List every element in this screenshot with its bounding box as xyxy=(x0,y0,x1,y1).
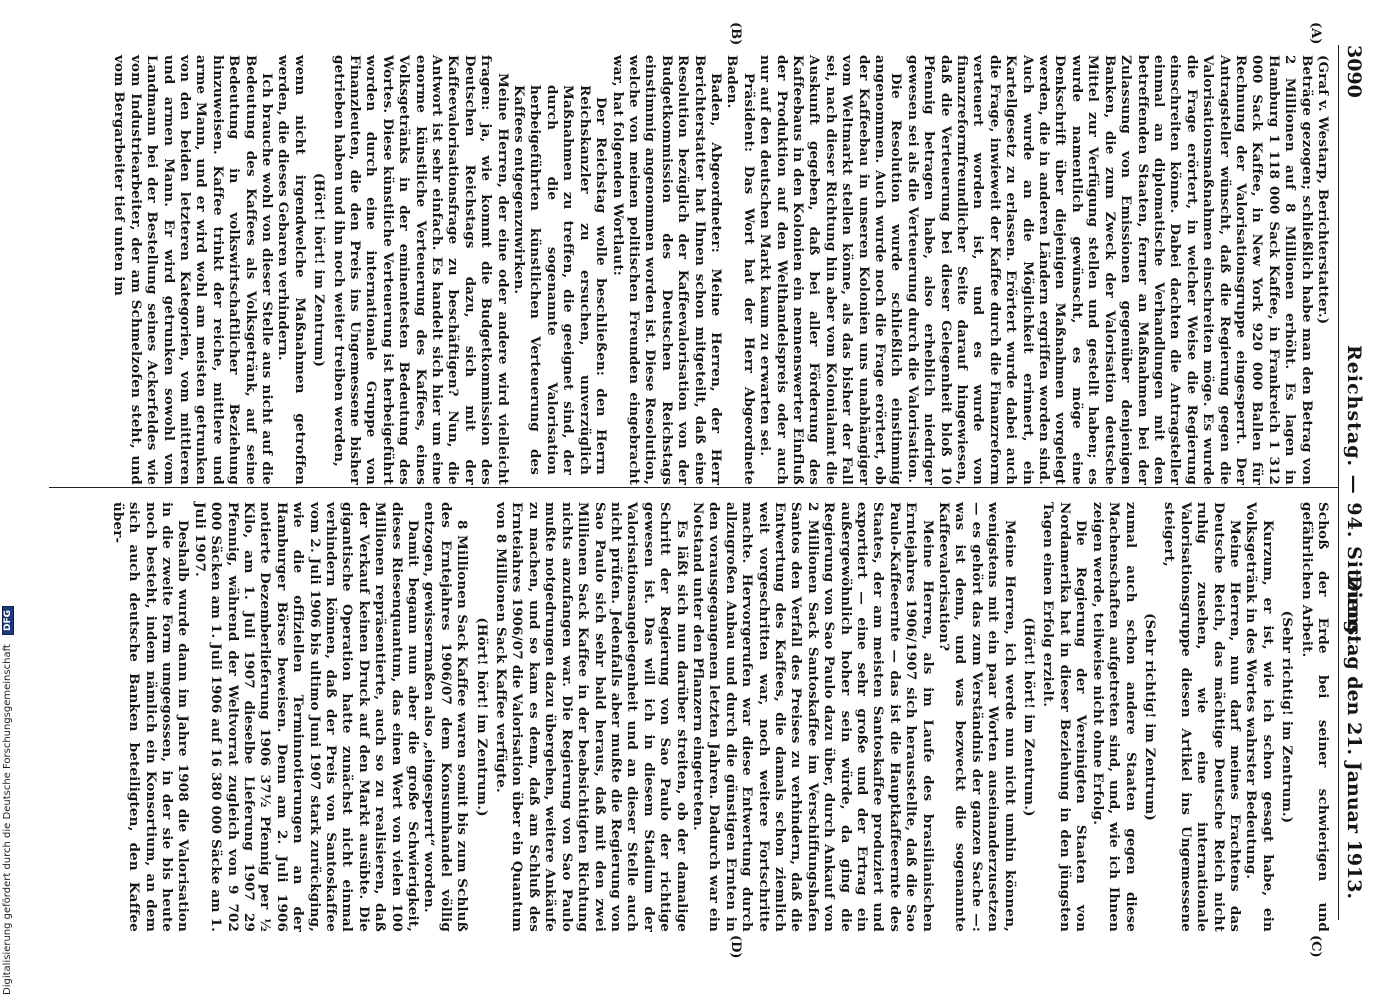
digitization-credit xyxy=(2,606,14,995)
president-remark: Präsident: Das Wort hat der Herr Abgeordnete Baden. xyxy=(724,55,757,485)
credit-text: Digitalisierung gefördert durch die Deutsche Forschungsgemeinschaft xyxy=(2,644,13,995)
paragraph: 8 Millionen Sack Kaffee waren somit bis zum Schluß des Erntejahres 1906/07 dem Konsumhandel völlig entzogen, gewissermaßen also „eingesperrt“ worden. xyxy=(421,502,471,932)
interjection: (Hört! hört! im Zentrum.) xyxy=(1021,617,1038,817)
running-head: Reichstag. — 94. Sitzung. xyxy=(1343,345,1365,643)
paragraph: Beträge gezogen; schließlich habe man den Betrag von 2 Millionen auf 8 Millionen erhöht. Es lagen in Hamburg 1 118 000 Sack Kaffee, in Frankreich 1 312 000 Sack Kaffee, in New York 920 000 Ballen für Rechnung der Valorisationsgruppe eingesperrt. Der Antragsteller wünscht, daß die Regierung gegen die Valorisationsmaßnahmen einschreiten möge. Es wurde die Frage erörtert, in welcher Weise die Regierung einschreiten könne. Dabei dachten die Antragsteller einmal an diplomatische Verhandlungen mit den betreffenden Staaten, ferner an Maßnahmen bei der Zulassung von Emissionen gegenüber denjenigen Banken, die zum Zweck der Valorisation deutsche Mittel zur Verfügung stellen und gestellt haben; es wurde namentlich gewünscht, es möge eine Denkschrift über diejenigen Maßnahmen vorgelegt werden, die in anderen Ländern ergriffen worden sind. Auch wurde an die Möglichkeit erinnert, ein Kartellgesetz zu erlassen. Erörtert wurde dabei auch die Frage, inwieweit der Kaffee durch die Finanzreform verteuert worden ist, und es wurde von finanzreformfreundlicher Seite darauf hingewiesen, daß die Verteuerung bei dieser Gelegenheit bloß 10 Pfennig betragen habe, also erheblich niedriger gewesen sei als die Verteuerung durch die Valorisation. xyxy=(904,55,1315,485)
session-date: Dienstag den 21. Januar 1913. xyxy=(1343,575,1365,900)
paragraph: Meine Herren, der eine oder andere wird vielleicht fragen: ja, wie kommt die Budgetkommission des Deutschen Reichstags dazu, sich mit der Kaffeevalorisationsfrage zu beschäftigen? Nun, die Antwort ist sehr einfach. Es handelt sich hier um eine enorme künstliche Verteuerung des Kaffees, eines Volksgetränks in der eminentesten Bedeutung des Wortes. Diese künstliche Verteuerung ist herbeigeführt worden durch eine internationale Gruppe von Finanzleuten, die den Preis ins Ungemessene bisher getrieben haben und ihn noch weiter treiben werden, xyxy=(330,55,511,485)
interjection: (Sehr richtig! im Zentrum.) xyxy=(1279,610,1296,824)
margin-marker-d: (D) xyxy=(728,935,743,959)
paragraph: zumal auch schon andere Staaten gegen diese Machenschaften aufgetreten sind, und, wie ich Ihnen zeigen werde, teilweise nicht ohne Erfolg. xyxy=(1089,502,1139,932)
interjection: (Sehr richtig! im Zentrum) xyxy=(1141,613,1158,821)
paragraph: Deshalb wurde dann im Jahre 1908 die Valorisation in die zweite Form umgegossen, in der sie bis heute noch besteht, indem nämlich ein Konsortium, an dem sich auch deutsche Banken beteiligten, den Kaffee über- xyxy=(109,502,192,932)
interjection: (Hört! hört! im Zentrum.) xyxy=(473,617,490,817)
resolution-text: Der Reichstag wolle beschließen: den Herrn Reichskanzler zu ersuchen, unverzüglich Maßnahmen zu treffen, die geeignet sind, der durch die sogenannte Valorisation herbeigeführten künstlichen Verteuerung des Kaffees entgegenzuwirken. xyxy=(511,85,610,475)
margin-marker-c: (C) xyxy=(1308,935,1323,958)
paragraph: Die Regierung der Vereinigten Staaten von Nordamerika hat in dieser Beziehung in den jüngsten Tagen einen Erfolg erzielt. xyxy=(1040,502,1090,932)
paragraph: Meine Herren, als im Laufe des brasilianischen Erntejahres 1906/1907 sich herausstellte, daß die Sao Paulo-Kaffeeernte — das ist die Hauptkaffeeernte des Staates, der am meisten Santoskaffee produziert und exportiert — eine sehr große und der Ertrag ein außergewöhnlich hoher sein würde, da ging die Regierung von Sao Paulo dazu über, durch Ankauf von 2 Millionen Sack Santoskaffee im Verschiffungshafen Santos den Verfall des Preises zu verhindern, daß die Entwertung des Kaffees, die damals schon ziemlich weit vorgeschritten war, noch weitere Fortschritte machte. Hervorgerufen war diese Entwertung durch allzugroßen Anbau und durch die günstigen Ernten in den vorausgegangenen letzten Jahren. Dadurch war ein Notstand unter den Pflanzern eingetreten. xyxy=(689,502,936,932)
paragraph: Ich brauche wohl von dieser Stelle aus nicht auf die Bedeutung des Kaffees als Volksgetränk, auf seine Bedeutung in volkswirtschaftlicher Beziehung hinzuweisen. Kaffee trinkt der reiche, mittlere und arme Mann, und er wird wohl am meisten getrunken von den beiden letzteren Kategorien, vom mittleren und armen Mann. Er wird getrunken sowohl vom Landmann bei der Bestellung seines Ackerfeldes wie vom Industriearbeiter, der am Schmelzofen steht, und vom Bergarbeiter tief unten im xyxy=(111,55,275,485)
paragraph: Schoß der Erde bei seiner schwierigen und gefährlichen Arbeit. xyxy=(1298,502,1331,932)
page-number: 3090 xyxy=(1343,45,1365,98)
header-rule xyxy=(1338,45,1339,920)
speaker-note: (Graf v. Westarp, Berichterstatter.) xyxy=(1315,55,1331,325)
interjection: (Hört! hört! im Zentrum) xyxy=(311,172,328,368)
column-divider xyxy=(49,487,1339,488)
speech-opening: Baden, Abgeordneter: Meine Herren, der Herr Berichterstatter hat Ihnen schon mitgeteilt, daß eine Resolution bezüglich der Kaffeevalorisation von der Budgetkommission des Deutschen Reichstags einstimmig angenommen worden ist. Diese Resolution, welche von meinen politischen Freunden eingebracht war, hat folgenden Wortlaut: xyxy=(609,55,724,485)
paragraph: Meine Herren, ich werde nun nicht umhin können, wenigstens mit ein paar Worten auseinanderzusetzen — es gehört das zum Verständnis der ganzen Sache —: was ist denn, und was bezweckt die sogenannte Kaffeevalorisation? xyxy=(936,502,1018,932)
margin-marker-a: (A) xyxy=(1308,22,1323,45)
paragraph: Damit begann nun aber die große Schwierigkeit, dieses Riesenquantum, das einen Wert von vielen 100 Millionen repräsentierte, auch so zu realisieren, daß der Verkauf keinen Druck auf den Markt ausübte. Die gigantische Operation hatte zunächst nicht einmal verhindern können, daß der Preis von Santoskaffee vom 2. Juli 1906 bis ultimo Juni 1907 stark zurückging, wie die offiziellen Terminnotierungen an der Hamburger Börse beweisen. Denn am 2. Juli 1906 notierte Dezemberlieferung 1906 37½ Pfennig per ½ Kilo, am 1. Juli 1907 dieselbe Lieferung 1907 29 Pfennig, während der Weltvorrat zugleich von 9 702 000 Säcken am 1. Juli 1906 auf 16 380 000 Säcke am 1. Juli 1907. xyxy=(191,502,422,932)
dfg-logo: DFG xyxy=(2,606,14,635)
paragraph: wenn nicht irgendwelche Maßnahmen getroffen werden, die dieses Gebaren verhindern. xyxy=(275,55,308,485)
left-column xyxy=(111,55,1331,485)
paragraph: Die Resolution wurde schließlich einstimmig angenommen. Auch wurde noch die Frage erörtert, ob der Kaffeebau in unseren Kolonien uns unabhängiger vom Weltmarkt stellen könne, als das bisher der Fall sei, nach dieser Richtung hin aber vom Kolonialamt die Auskunft gegeben, daß bei aller Förderung des Kaffeebaus in den Kolonien ein nennenswerter Einfluß der Produktion auf den Welthandelspreis oder auch nur auf den deutschen Markt kaum zu erwarten sei. xyxy=(757,55,905,485)
paragraph: Meine Herren, nun darf meines Erachtens das Deutsche Reich, das mächtige Deutsche Reich nicht ruhig zusehen, wie eine internationale Valorisationsgruppe diesen Artikel ins Ungemessene steigert, xyxy=(1161,502,1243,932)
margin-marker-b: (B) xyxy=(728,22,743,46)
paragraph: Es läßt sich nun darüber streiten, ob der damalige Schritt der Regierung von Sao Paulo der richtige gewesen ist. Das will ich in diesem Stadium der Valorisationsangelegenheit und an dieser Stelle auch nicht prüfen. Jedenfalls aber mußte die Regierung von Sao Paulo sich sehr bald heraus, daß mit den zwei Millionen Sack Kaffee in der beabsichtigten Richtung nichts anzufangen war. Die Regierung von Sao Paulo mußte notgedrungen dazu übergehen, weitere Ankäufe zu machen, und so kam es denn, daß am Schluß des Ernteiahres 1906/07 die Valorisation über ein Quantum von 8 Millionen Sack Kaffee verfügte. xyxy=(493,502,690,932)
paragraph: Kurzum, er ist, wie ich schon gesagt habe, ein Volksgetränk in des Wortes wahrster Bedeutung. xyxy=(1243,502,1276,932)
footer-strip xyxy=(0,0,14,1000)
right-column xyxy=(109,502,1331,932)
